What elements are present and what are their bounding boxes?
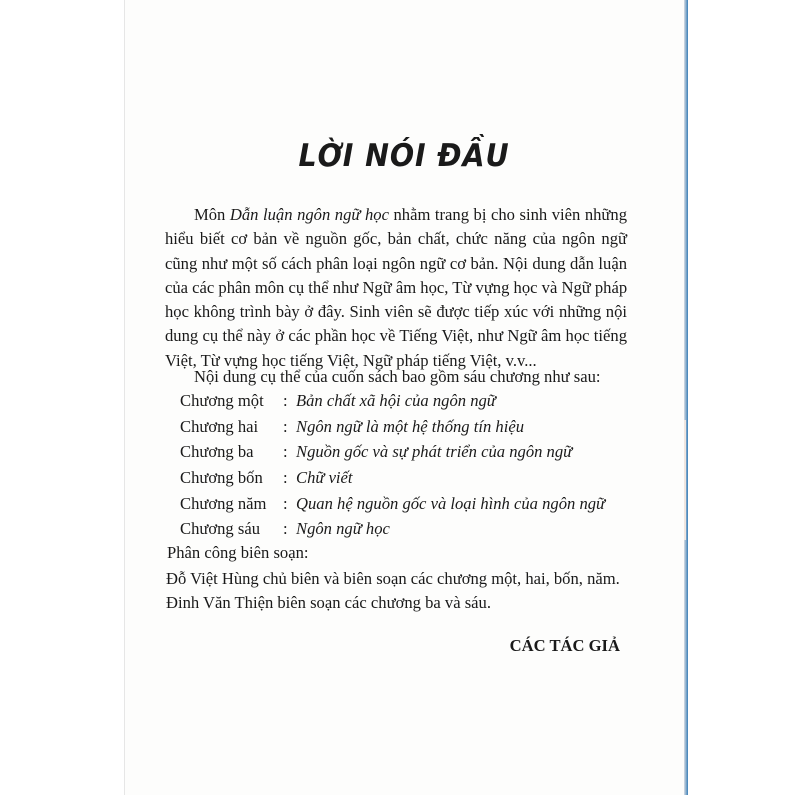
paragraph-line: dung cụ thể này ở các phần học về Tiếng Việt, như Ngữ âm học tiếng xyxy=(165,326,627,346)
chapter-colon: : xyxy=(283,416,288,436)
chapter-name: Chương bốn xyxy=(180,468,263,488)
chapter-colon: : xyxy=(283,391,288,410)
chapter-row xyxy=(180,391,640,417)
chapter-colon: : xyxy=(283,519,288,539)
assignment-label: Phân công biên soạn: xyxy=(167,543,309,562)
assignment-line: Đinh Văn Thiện biên soạn các chương ba và sáu. xyxy=(166,593,491,612)
paragraph-line: cũng như một số cách phân loại ngôn ngữ cơ bản. Nội dung dẫn luận xyxy=(165,253,627,273)
chapter-colon: : xyxy=(283,468,288,488)
chapter-title: Chữ viết xyxy=(296,468,353,488)
paragraph-line: Việt, Từ vựng học tiếng Việt, Ngữ pháp tiếng Việt, v.v... xyxy=(165,350,537,370)
chapter-name: Chương năm xyxy=(180,493,267,513)
chapter-row xyxy=(180,519,640,545)
chapter-title: Ngôn ngữ học xyxy=(296,519,390,539)
chapter-name: Chương hai xyxy=(180,416,259,436)
chapter-title: Bản chất xã hội của ngôn ngữ xyxy=(296,391,496,410)
chapter-name: Chương sáu xyxy=(180,519,260,539)
chapter-title: Nguồn gốc và sự phát triển của ngôn ngữ xyxy=(296,442,573,462)
chapter-row xyxy=(180,442,640,468)
chapter-colon: : xyxy=(283,442,288,462)
paragraph-line: Môn Dẫn luận ngôn ngữ học nhằm trang bị cho sinh viên những xyxy=(194,205,628,224)
chapter-title: Ngôn ngữ là một hệ thống tín hiệu xyxy=(296,416,524,436)
chapter-row xyxy=(180,494,640,520)
paragraph-line: của các phân môn cụ thể như Ngữ âm học, Từ vựng học và Ngữ pháp xyxy=(165,277,628,297)
page-edge xyxy=(684,0,688,795)
chapter-row xyxy=(180,468,640,494)
chapter-list xyxy=(180,391,640,545)
paragraph-line: hiểu biết cơ bản về nguồn gốc, bản chất, chức năng của ngôn ngữ xyxy=(165,229,627,249)
page-edge-highlight xyxy=(684,420,686,540)
paragraph-line: học không trình bày ở đây. Sinh viên sẽ được tiếp xúc với những nội xyxy=(165,302,627,322)
chapters-intro: Nội dung cụ thể của cuốn sách bao gồm sáu chương như sau: xyxy=(194,367,601,386)
chapter-name: Chương một xyxy=(180,391,264,410)
chapter-title: Quan hệ nguồn gốc và loại hình của ngôn ngữ xyxy=(296,493,606,513)
page-title: LỜI NÓI ĐẦU xyxy=(298,138,510,174)
chapter-row xyxy=(180,417,640,443)
chapter-name: Chương ba xyxy=(180,442,254,462)
assignment-line: Đỗ Việt Hùng chủ biên và biên soạn các chương một, hai, bốn, năm. xyxy=(166,569,620,588)
chapter-colon: : xyxy=(283,493,288,513)
intro-paragraph xyxy=(165,203,627,373)
authors-signature: CÁC TÁC GIẢ xyxy=(509,636,620,655)
